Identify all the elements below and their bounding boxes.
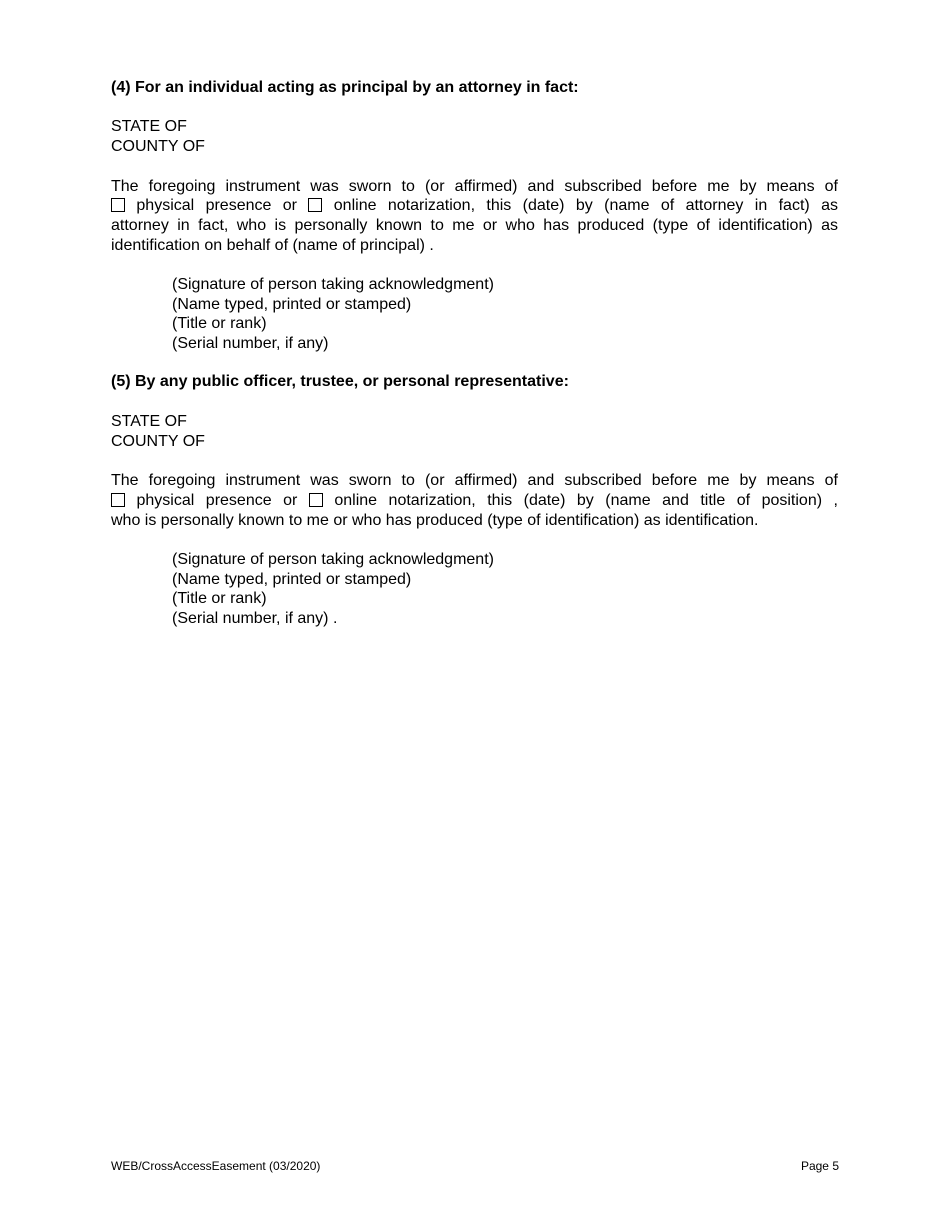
signature-line: (Signature of person taking acknowledgment) — [172, 276, 494, 293]
section-5-heading: (5) By any public officer, trustee, or personal representative: — [111, 373, 569, 390]
state-label: STATE OF — [111, 118, 187, 135]
county-label: COUNTY OF — [111, 138, 205, 155]
title-line: (Title or rank) — [172, 590, 267, 607]
paragraph-line-options — [111, 491, 838, 511]
county-label: COUNTY OF — [111, 433, 205, 450]
paragraph-line: The foregoing instrument was sworn to (or affirmed) and subscribed before me by means of — [111, 472, 838, 489]
online-notarization-checkbox[interactable] — [309, 493, 323, 507]
physical-presence-label: physical presence or — [136, 492, 298, 509]
serial-line: (Serial number, if any) — [172, 335, 329, 352]
state-label: STATE OF — [111, 413, 187, 430]
serial-line: (Serial number, if any) . — [172, 610, 338, 627]
physical-presence-label: physical presence or — [136, 197, 297, 214]
online-notarization-checkbox[interactable] — [308, 198, 322, 212]
paragraph-line: who is personally known to me or who has produced (type of identification) as identification. — [111, 512, 759, 529]
online-notarization-label: online notarization, this (date) by (name and title of position) , — [334, 492, 838, 509]
footer-form-id: WEB/CrossAccessEasement (03/2020) — [111, 1159, 321, 1173]
name-line: (Name typed, printed or stamped) — [172, 571, 412, 588]
paragraph-line: attorney in fact, who is personally known to me or who has produced (type of identification) as — [111, 217, 838, 234]
paragraph-line: identification on behalf of (name of principal) . — [111, 237, 434, 254]
name-line: (Name typed, printed or stamped) — [172, 296, 412, 313]
paragraph-line: The foregoing instrument was sworn to (or affirmed) and subscribed before me by means of — [111, 178, 838, 195]
signature-line: (Signature of person taking acknowledgment) — [172, 551, 494, 568]
title-line: (Title or rank) — [172, 315, 267, 332]
paragraph-line-options — [111, 196, 838, 216]
physical-presence-checkbox[interactable] — [111, 198, 125, 212]
footer-page-number: Page 5 — [800, 1159, 839, 1173]
online-notarization-label: online notarization, this (date) by (name of attorney in fact) as — [333, 197, 839, 214]
section-4-heading: (4) For an individual acting as principal by an attorney in fact: — [111, 79, 579, 96]
physical-presence-checkbox[interactable] — [111, 493, 125, 507]
